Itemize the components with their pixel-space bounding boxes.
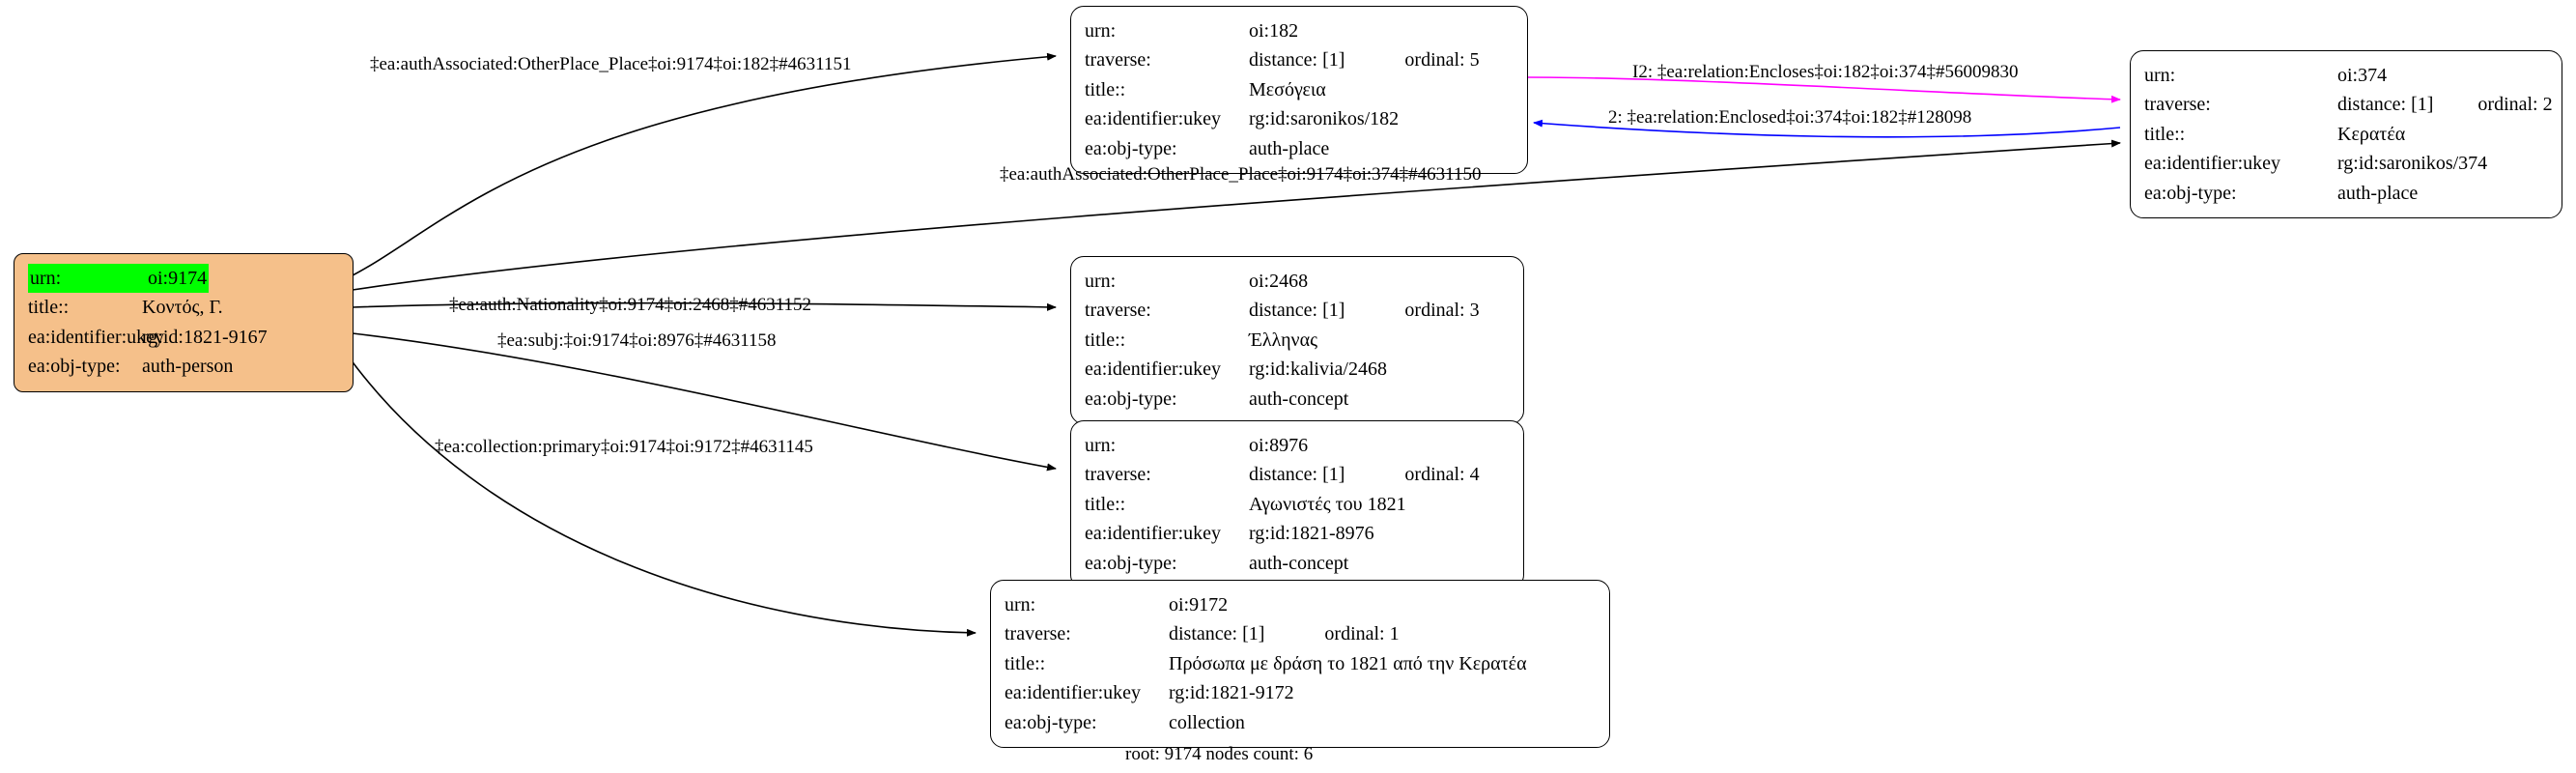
node-field-key: ea:identifier:ukey bbox=[1085, 523, 1222, 545]
node-field-value: rg:id:1821-8976 bbox=[1249, 523, 1374, 545]
node-row bbox=[1005, 649, 1596, 678]
node-row bbox=[28, 323, 339, 352]
node-field-key: title:: bbox=[1085, 78, 1126, 100]
node-field-key: title:: bbox=[28, 297, 70, 319]
node-field-value: Κερατέα bbox=[2337, 123, 2406, 145]
node-field-key: ea:obj-type: bbox=[1005, 711, 1097, 733]
edge-9174-to-182 bbox=[353, 56, 1056, 275]
node-field-value: Έλληνας bbox=[1249, 329, 1317, 351]
node-field-key: urn: bbox=[1085, 435, 1117, 456]
node-field-key: title:: bbox=[1005, 652, 1046, 674]
node-row bbox=[2144, 179, 2548, 208]
node-row bbox=[1085, 385, 1510, 414]
node-row bbox=[2144, 61, 2548, 90]
node-field-value: oi:374 bbox=[2337, 65, 2388, 86]
node-row bbox=[1085, 104, 1514, 133]
node-field-value: auth-place bbox=[1249, 137, 1330, 159]
node-field-value: rg:id:kalivia/2468 bbox=[1249, 358, 1387, 381]
node-collection-9172[interactable] bbox=[990, 580, 1610, 748]
node-row bbox=[1085, 490, 1510, 519]
node-field-value: rg:id:saronikos/182 bbox=[1249, 108, 1400, 130]
node-field-key: ea:identifier:ukey bbox=[1005, 682, 1142, 704]
node-field-key: ea:obj-type: bbox=[1085, 552, 1177, 574]
node-auth-concept-8976[interactable] bbox=[1070, 420, 1524, 588]
node-field-value: rg:id:saronikos/374 bbox=[2337, 153, 2488, 175]
node-auth-concept-2468[interactable] bbox=[1070, 256, 1524, 424]
edge-label-collection-9172: ‡ea:collection:primary‡oi:9174‡oi:9172‡#4631145 bbox=[435, 437, 813, 457]
node-field-extra: ordinal: 3 bbox=[1404, 300, 1480, 322]
node-field-extra: ordinal: 1 bbox=[1324, 623, 1400, 645]
node-row bbox=[28, 264, 339, 293]
node-field-value: oi:182 bbox=[1249, 20, 1299, 42]
node-field-value: Κοντός, Γ. bbox=[142, 297, 223, 319]
node-field-key: urn: bbox=[28, 264, 146, 293]
node-row bbox=[28, 352, 339, 381]
node-row bbox=[2144, 90, 2553, 119]
edge-label-authassociated-374: ‡ea:authAssociated:OtherPlace_Place‡oi:9174‡oi:374‡#4631150 bbox=[1000, 164, 1482, 185]
node-row bbox=[1085, 431, 1510, 460]
node-row bbox=[1005, 619, 1596, 648]
node-field-value: oi:8976 bbox=[1249, 435, 1309, 456]
node-row bbox=[1085, 267, 1510, 296]
node-field-key: ea:obj-type: bbox=[2144, 182, 2237, 204]
node-row bbox=[1085, 549, 1510, 578]
node-row bbox=[1085, 355, 1510, 384]
node-row bbox=[1085, 134, 1514, 163]
node-field-value: distance: [1] bbox=[1249, 464, 1345, 486]
node-auth-person-9174[interactable] bbox=[14, 253, 354, 392]
node-field-key: ea:identifier:ukey bbox=[1085, 108, 1222, 130]
node-field-value: auth-concept bbox=[1249, 552, 1349, 574]
node-row bbox=[1085, 519, 1510, 548]
node-field-key: ea:obj-type: bbox=[1085, 387, 1177, 410]
node-row bbox=[1085, 16, 1514, 45]
node-field-key: traverse: bbox=[1085, 464, 1151, 486]
node-field-value: rg:id:1821-9167 bbox=[142, 326, 268, 348]
node-row bbox=[28, 293, 339, 322]
node-field-value: oi:9174 bbox=[146, 264, 209, 293]
graph-footer: root: 9174 nodes count: 6 bbox=[1125, 744, 1314, 764]
node-field-value: auth-place bbox=[2337, 182, 2419, 204]
edge-label-nationality-2468: ‡ea:auth:Nationality‡oi:9174‡oi:2468‡#4631152 bbox=[449, 295, 812, 315]
node-field-key: urn: bbox=[1085, 271, 1117, 292]
node-row bbox=[1005, 590, 1596, 619]
node-field-value: distance: [1] bbox=[2337, 94, 2434, 116]
node-field-key: ea:obj-type: bbox=[28, 356, 121, 378]
node-field-key: title:: bbox=[2144, 123, 2186, 145]
edge-9174-to-9172 bbox=[348, 356, 976, 633]
node-field-value: distance: [1] bbox=[1249, 49, 1345, 72]
node-field-extra: ordinal: 5 bbox=[1404, 49, 1480, 72]
edge-label-encloses: I2: ‡ea:relation:Encloses‡oi:182‡oi:374‡#56009830 bbox=[1632, 62, 2019, 82]
node-field-key: ea:identifier:ukey bbox=[2144, 153, 2281, 175]
node-field-key: traverse: bbox=[1085, 300, 1151, 322]
node-field-key: traverse: bbox=[1085, 49, 1151, 72]
node-row bbox=[1005, 678, 1596, 707]
node-row bbox=[1085, 460, 1510, 489]
node-field-extra: ordinal: 2 bbox=[2477, 94, 2553, 116]
node-field-value: distance: [1] bbox=[1169, 623, 1265, 645]
node-field-key: ea:identifier:ukey bbox=[28, 326, 165, 348]
node-auth-place-374[interactable] bbox=[2130, 50, 2562, 218]
node-field-extra: ordinal: 4 bbox=[1404, 464, 1480, 486]
node-field-value: Πρόσωπα με δράση το 1821 από την Κερατέα bbox=[1169, 652, 1527, 674]
node-field-value: oi:2468 bbox=[1249, 271, 1309, 292]
node-row bbox=[1085, 296, 1510, 325]
node-field-key: title:: bbox=[1085, 329, 1126, 351]
edge-label-authassociated-182: ‡ea:authAssociated:OtherPlace_Place‡oi:9174‡oi:182‡#4631151 bbox=[370, 54, 852, 74]
node-field-value: Μεσόγεια bbox=[1249, 78, 1326, 100]
node-row bbox=[1005, 708, 1596, 737]
node-row bbox=[2144, 149, 2548, 178]
edge-label-enclosed: 2: ‡ea:relation:Enclosed‡oi:374‡oi:182‡#128098 bbox=[1608, 107, 1972, 128]
node-field-key: urn: bbox=[2144, 65, 2176, 86]
node-row bbox=[2144, 120, 2548, 149]
node-field-key: traverse: bbox=[1005, 623, 1071, 645]
node-field-key: ea:identifier:ukey bbox=[1085, 358, 1222, 381]
node-field-key: urn: bbox=[1005, 594, 1036, 616]
node-field-key: traverse: bbox=[2144, 94, 2211, 116]
node-field-key: urn: bbox=[1085, 20, 1117, 42]
node-row bbox=[1085, 45, 1514, 74]
node-field-value: auth-concept bbox=[1249, 387, 1349, 410]
node-field-value: rg:id:1821-9172 bbox=[1169, 682, 1294, 704]
node-row bbox=[1085, 326, 1510, 355]
node-field-key: ea:obj-type: bbox=[1085, 137, 1177, 159]
node-field-value: Αγωνιστές του 1821 bbox=[1249, 493, 1406, 515]
edge-label-subj-8976: ‡ea:subj:‡oi:9174‡oi:8976‡#4631158 bbox=[497, 330, 777, 351]
node-auth-place-182[interactable] bbox=[1070, 6, 1528, 174]
node-field-value: distance: [1] bbox=[1249, 300, 1345, 322]
node-field-value: collection bbox=[1169, 711, 1245, 733]
node-field-value: auth-person bbox=[142, 356, 234, 378]
node-field-key: title:: bbox=[1085, 493, 1126, 515]
node-row bbox=[1085, 75, 1514, 104]
node-field-value: oi:9172 bbox=[1169, 594, 1229, 616]
